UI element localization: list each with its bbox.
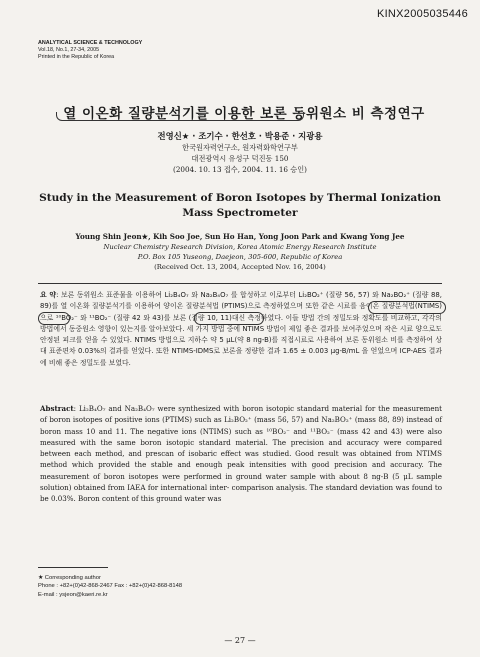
handwritten-oval-mark xyxy=(194,312,264,325)
english-abstract xyxy=(40,403,442,505)
korean-address: 대전광역시 유성구 덕진동 150 xyxy=(191,154,289,163)
corresponding-author: ★ Corresponding author xyxy=(38,575,101,581)
english-abstract-label: Abstract xyxy=(40,404,74,413)
contact-phone: Phone : +82+(0)42-868-2467 Fax : +82+(0)42-868-8148 xyxy=(38,583,183,590)
journal-printed: Printed in the Republic of Korea xyxy=(38,54,115,60)
korean-title: 열 이온화 질량분석기를 이용한 보론 동위원소 비 측정연구 xyxy=(63,106,425,122)
page-number: — 27 — xyxy=(224,636,256,645)
contact-email: E-mail : ysjeon@kaeri.re.kr xyxy=(38,591,108,598)
korean-abstract-text: : 보론 동위원소 표준물을 이용하여 Li₂B₄O₇ 와 Na₂B₄O₇ 를 합성하고 이로부터 Li₂BO₂⁺ (질량 56, 57) 와 Na₂BO₂⁺ (질량 88, 89)를 열 이온화 질량분석기를 이용하여 양이온 질량분석법 (PTIMS)으로 측정하였으며 또한 같은 시료를 음이온 질량분석법(NTIMS)으로 ¹⁰BO₂⁻ 와 ¹¹BO₂⁻ (질량 42 와 43)를 보론 (질량 10, 11)대신 측정하였다. 이들 방법 간의 정밀도와 정확도를 비교하고, 각각의 방법에서 동중원소 영향이 있는지를 알아보았다. 세 가지 방법 중에 NTIMS 방법이 제일 좋은 결과를 보여주었으며 작은 시료 양으로도 안정된 피크를 얻을 수 있었다. NTIMS 방법으로 지하수 약 5 μL(약 8 ng-B)를 직접시료로 사용하여 보론 동위원소 비를 측정하여 상대 표준편차 0.03%의 결과를 얻었다. 또한 NTIMS-IDMS로 보론을 정량한 결과 1.65 ± 0.003 μg-B/mL 을 얻었으며 ICP-AES 결과에 비해 좋은 정밀도를 보였다. xyxy=(40,291,442,367)
document-id: KINX2005035446 xyxy=(376,8,468,20)
english-affiliation: Nuclear Chemistry Research Division, Korea Atomic Energy Research Institute xyxy=(103,243,377,251)
handwritten-underline-mark xyxy=(56,112,304,121)
journal-header xyxy=(38,40,142,61)
english-received: (Received Oct. 13, 2004, Accepted Nov. 16, 2004) xyxy=(154,263,326,271)
korean-received: (2004. 10. 13 접수, 2004. 11. 16 승인) xyxy=(173,165,307,174)
korean-affiliation: 한국원자력연구소, 원자력화학연구부 xyxy=(182,143,298,152)
journal-name: ANALYTICAL SCIENCE & TECHNOLOGY xyxy=(38,40,143,46)
handwritten-oval-mark xyxy=(368,301,446,314)
journal-volume: Vol.18, No.1, 27-34, 2005 xyxy=(38,47,100,53)
english-abstract-text: : Li₂B₄O₇ and Na₂B₄O₇ were synthesized with boron isotopic standard material for the measurement of boron isotopes of positive ions (PTIMS) such as Li₂BO₂⁺ (mass 56, 57) and Na₂BO₂⁺ (mass 88, 89) instead of boron mass 10 and 11. The negative ions (NTIMS) such as ¹⁰BO₂⁻ and ¹¹BO₂⁻ (mass 42 and 43) were also measured with the same boron isotopic standard material. The precision and accuracy were compared between each method, and prescan of isobaric effect was studied. Good result was obtained from NTIMS method which provided the stable and enough peak intensities with good precision and accuracy. The measurement of boron isotopes were performed in ground water sample with about 8 ng-B (5 μL sample solution) obtained from IAEA for international inter- comparison analysis. The standard deviation was found to be 0.03%. Boron content of this ground water was xyxy=(40,404,442,504)
footnote xyxy=(38,574,182,599)
footnote-rule xyxy=(38,567,108,568)
handwritten-oval-mark xyxy=(38,312,70,325)
english-title: Study in the Measurement of Boron Isotopes by Thermal Ionization Mass Spectrometer xyxy=(39,192,441,219)
abstract-top-rule xyxy=(38,283,442,284)
english-authors: Young Shin Jeon★, Kih Soo Joe, Sun Ho Han, Yong Joon Park and Kwang Yong Jee xyxy=(75,232,405,241)
english-address: P.O. Box 105 Yuseong, Daejeon, 305-600, Republic of Korea xyxy=(137,253,343,261)
korean-abstract-label: 요 약 xyxy=(40,291,57,299)
korean-authors: 전영신★ · 조기수 · 한선호 · 박용준 · 지광용 xyxy=(157,131,323,141)
